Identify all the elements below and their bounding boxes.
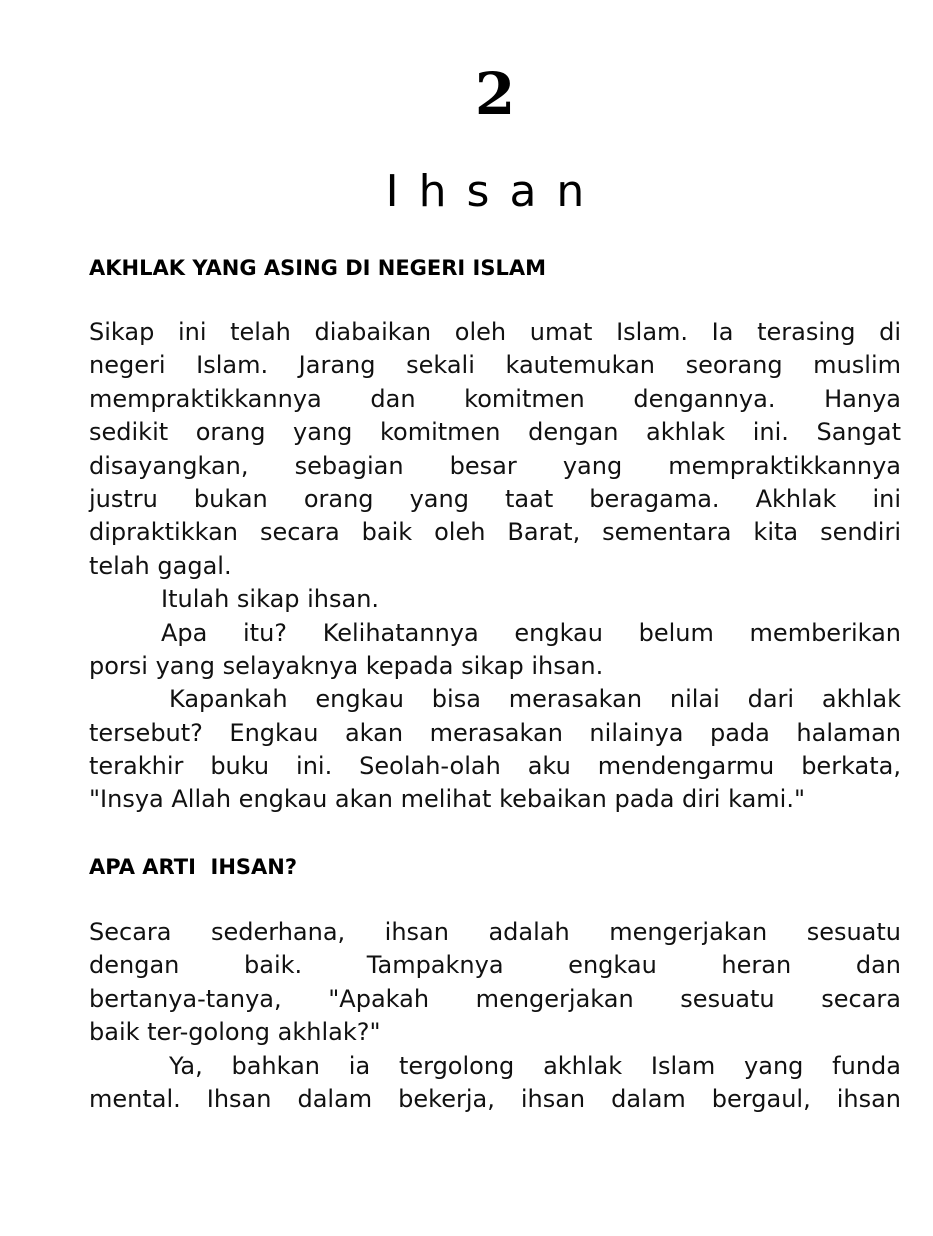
text-line: porsi yang selayaknya kepada sikap ihsan.: [89, 651, 604, 680]
text-line: mempraktikkannya dan komitmen dengannya. Hanya: [89, 384, 901, 413]
section-heading-akhlak-asing: AKHLAK YANG ASING DI NEGERI ISLAM: [89, 256, 547, 280]
paragraph: [89, 683, 901, 817]
text-line: Kapankah engkau bisa merasakan nilai dari akhlak: [169, 685, 901, 714]
paragraph: [89, 316, 901, 583]
section-1-body: [89, 316, 901, 817]
section-2-body: [89, 916, 901, 1116]
text-line: Ya, bahkan ia tergolong akhlak Islam yang funda: [169, 1051, 901, 1080]
text-line: "Insya Allah engkau akan melihat kebaikan pada diri kami.": [89, 785, 805, 814]
text-line: justru bukan orang yang taat beragama. Akhlak ini: [89, 484, 901, 513]
text-line: Apa itu? Kelihatannya engkau belum memberikan: [161, 618, 901, 647]
text-line: disayangkan, sebagian besar yang mempraktikkannya: [89, 451, 901, 480]
text-line: mental. Ihsan dalam bekerja, ihsan dalam bergaul, ihsan: [89, 1084, 901, 1113]
paragraph: [89, 583, 901, 616]
text-line: negeri Islam. Jarang sekali kautemukan seorang muslim: [89, 351, 901, 380]
text-line: bertanya-tanya, "Apakah mengerjakan sesuatu secara: [89, 984, 901, 1013]
section-heading-apa-arti-ihsan: APA ARTI IHSAN?: [89, 855, 298, 879]
text-line: Itulah sikap ihsan.: [161, 585, 380, 614]
paragraph: [89, 1050, 901, 1117]
text-line: tersebut? Engkau akan merasakan nilainya pada halaman: [89, 718, 901, 747]
chapter-title: Ihsan: [385, 166, 605, 217]
text-line: sedikit orang yang komitmen dengan akhlak ini. Sangat: [89, 418, 901, 447]
text-line: telah gagal.: [89, 551, 232, 580]
text-line: Sikap ini telah diabaikan oleh umat Islam. Ia terasing di: [89, 318, 901, 346]
text-line: terakhir buku ini. Seolah-olah aku mendengarmu berkata,: [89, 752, 901, 781]
paragraph: [89, 617, 901, 684]
chapter-number: 2: [474, 60, 516, 128]
text-line: baik ter-golong akhlak?": [89, 1018, 381, 1047]
text-line: dipraktikkan secara baik oleh Barat, sementara kita sendiri: [89, 518, 901, 547]
text-line: Secara sederhana, ihsan adalah mengerjakan sesuatu: [89, 918, 901, 946]
text-line: dengan baik. Tampaknya engkau heran dan: [89, 951, 901, 980]
paragraph: [89, 916, 901, 1050]
